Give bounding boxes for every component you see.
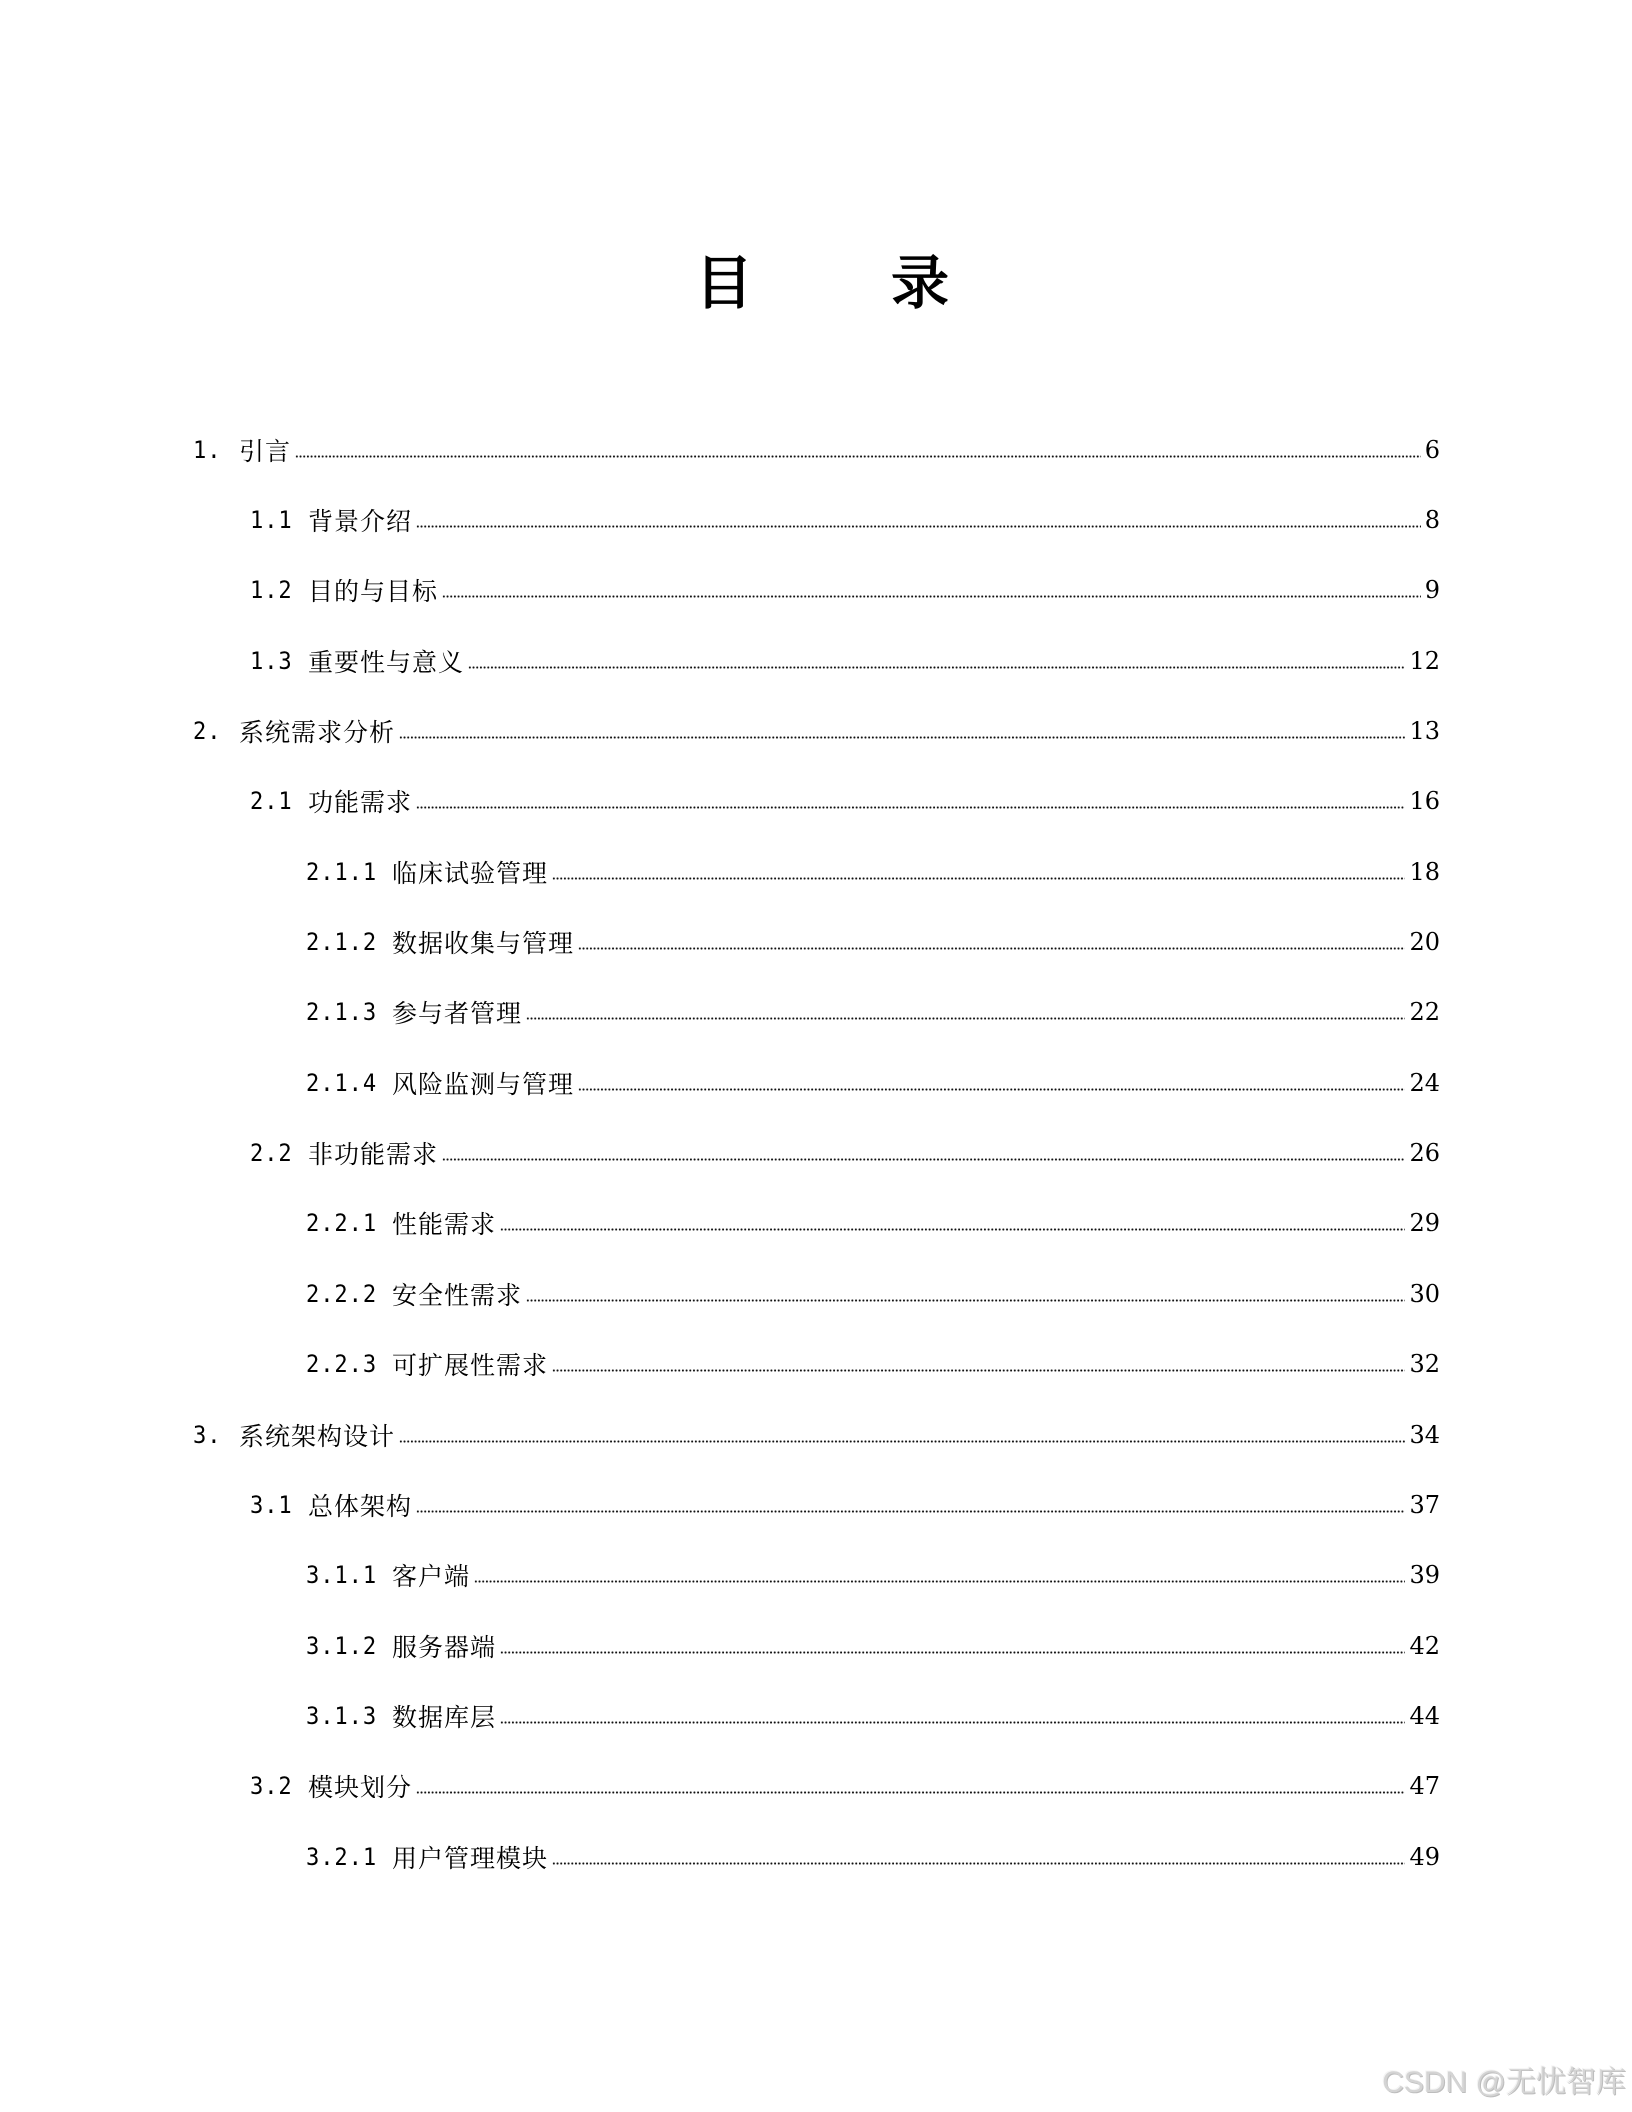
toc-entry-2-2-3[interactable] bbox=[0, 1344, 1440, 1384]
toc-entry-number: 3.1.3 bbox=[306, 1702, 378, 1730]
dot-leader bbox=[416, 1791, 1405, 1794]
toc-entry-number: 2.2.1 bbox=[306, 1209, 378, 1237]
toc-entry-2-2-1[interactable] bbox=[0, 1203, 1440, 1243]
dot-leader bbox=[500, 1651, 1405, 1654]
dot-leader bbox=[295, 455, 1421, 458]
toc-entry-label: 用户管理模块 bbox=[392, 1844, 549, 1873]
toc-entry-page: 37 bbox=[1409, 1491, 1440, 1519]
toc-entry-label: 风险监测与管理 bbox=[392, 1070, 575, 1099]
toc-entry-page: 32 bbox=[1409, 1350, 1440, 1378]
toc-entry-label: 数据库层 bbox=[392, 1703, 497, 1732]
dot-leader bbox=[442, 595, 1421, 598]
toc-entry-label: 参与者管理 bbox=[392, 999, 523, 1028]
toc-entry-number: 1. bbox=[193, 436, 222, 464]
toc-entry-page: 12 bbox=[1409, 647, 1440, 675]
toc-entry-2-1-2[interactable] bbox=[0, 922, 1440, 962]
csdn-watermark: CSDN @无忧智库 bbox=[1382, 2066, 1626, 2099]
toc-entry-label: 系统需求分析 bbox=[239, 718, 396, 747]
toc-entry-number: 3.1.2 bbox=[306, 1632, 378, 1660]
toc-entry-page: 34 bbox=[1409, 1421, 1440, 1449]
toc-entry-number: 2. bbox=[193, 717, 222, 745]
toc-heading-char-2: 录 bbox=[891, 249, 950, 317]
dot-leader bbox=[416, 525, 1421, 528]
toc-entry-number: 2.1.3 bbox=[306, 998, 378, 1026]
toc-entry-3[interactable] bbox=[0, 1415, 1440, 1455]
toc-entry-number: 2.1.1 bbox=[306, 858, 378, 886]
toc-entry-label: 可扩展性需求 bbox=[392, 1351, 549, 1380]
toc-entry-3-1-2[interactable] bbox=[0, 1626, 1440, 1666]
dot-leader bbox=[578, 1088, 1405, 1091]
toc-entry-1-2[interactable] bbox=[0, 570, 1440, 610]
toc-entry-number: 1.2 bbox=[250, 576, 293, 604]
dot-leader bbox=[474, 1580, 1405, 1583]
toc-entry-label: 性能需求 bbox=[392, 1210, 497, 1239]
toc-entry-2-1-4[interactable] bbox=[0, 1063, 1440, 1103]
toc-entry-number: 1.1 bbox=[250, 506, 293, 534]
dot-leader bbox=[416, 1510, 1405, 1513]
toc-entry-2-1-1[interactable] bbox=[0, 852, 1440, 892]
toc-entry-page: 49 bbox=[1409, 1843, 1440, 1871]
toc-entry-page: 47 bbox=[1409, 1772, 1440, 1800]
toc-entry-2[interactable] bbox=[0, 711, 1440, 751]
toc-entry-page: 30 bbox=[1409, 1280, 1440, 1308]
dot-leader bbox=[399, 1440, 1405, 1443]
dot-leader bbox=[500, 1721, 1405, 1724]
toc-entry-number: 2.1 bbox=[250, 787, 293, 815]
toc-entry-page: 44 bbox=[1409, 1702, 1440, 1730]
toc-entry-1-3[interactable] bbox=[0, 641, 1440, 681]
dot-leader bbox=[552, 1369, 1405, 1372]
toc-entry-2-1[interactable] bbox=[0, 781, 1440, 821]
toc-heading bbox=[0, 246, 1632, 320]
toc-entry-page: 26 bbox=[1409, 1139, 1440, 1167]
toc-entry-page: 16 bbox=[1409, 787, 1440, 815]
toc-entry-number: 3. bbox=[193, 1421, 222, 1449]
toc-entry-1[interactable] bbox=[0, 430, 1440, 470]
toc-entry-page: 13 bbox=[1409, 717, 1440, 745]
toc-entry-label: 引言 bbox=[239, 437, 292, 466]
dot-leader bbox=[416, 806, 1405, 809]
toc-entry-3-2[interactable] bbox=[0, 1766, 1440, 1806]
toc-entry-label: 临床试验管理 bbox=[392, 859, 549, 888]
dot-leader bbox=[399, 736, 1405, 739]
toc-entry-page: 24 bbox=[1409, 1069, 1440, 1097]
toc-entry-number: 2.1.4 bbox=[306, 1069, 378, 1097]
toc-entry-number: 3.1.1 bbox=[306, 1561, 378, 1589]
toc-entry-label: 目的与目标 bbox=[308, 577, 439, 606]
dot-leader bbox=[526, 1299, 1405, 1302]
toc-entry-page: 6 bbox=[1424, 436, 1440, 464]
toc-entry-number: 1.3 bbox=[250, 647, 293, 675]
toc-entry-page: 18 bbox=[1409, 858, 1440, 886]
toc-entry-3-1-3[interactable] bbox=[0, 1696, 1440, 1736]
toc-entry-2-2[interactable] bbox=[0, 1133, 1440, 1173]
toc-entry-page: 8 bbox=[1424, 506, 1440, 534]
toc-entry-number: 3.2.1 bbox=[306, 1843, 378, 1871]
toc-entry-label: 安全性需求 bbox=[392, 1281, 523, 1310]
toc-entry-label: 重要性与意义 bbox=[308, 648, 465, 677]
toc-entry-3-1-1[interactable] bbox=[0, 1555, 1440, 1595]
toc-entry-label: 客户端 bbox=[392, 1562, 471, 1591]
toc-entry-page: 39 bbox=[1409, 1561, 1440, 1589]
toc-entry-number: 2.2.2 bbox=[306, 1280, 378, 1308]
toc-entry-page: 29 bbox=[1409, 1209, 1440, 1237]
toc-entry-3-1[interactable] bbox=[0, 1485, 1440, 1525]
toc-entry-page: 42 bbox=[1409, 1632, 1440, 1660]
dot-leader bbox=[552, 877, 1405, 880]
toc-entry-number: 3.2 bbox=[250, 1772, 293, 1800]
toc-entry-2-1-3[interactable] bbox=[0, 992, 1440, 1032]
toc-entry-label: 服务器端 bbox=[392, 1633, 497, 1662]
dot-leader bbox=[500, 1228, 1405, 1231]
toc-entry-3-2-1[interactable] bbox=[0, 1837, 1440, 1877]
toc-entry-1-1[interactable] bbox=[0, 500, 1440, 540]
dot-leader bbox=[578, 947, 1405, 950]
dot-leader bbox=[442, 1158, 1405, 1161]
toc-entry-number: 2.1.2 bbox=[306, 928, 378, 956]
toc-entry-label: 模块划分 bbox=[308, 1773, 413, 1802]
toc-entry-label: 功能需求 bbox=[308, 788, 413, 817]
dot-leader bbox=[468, 666, 1405, 669]
toc-entry-2-2-2[interactable] bbox=[0, 1274, 1440, 1314]
toc-entry-number: 2.2.3 bbox=[306, 1350, 378, 1378]
toc-entry-label: 非功能需求 bbox=[308, 1140, 439, 1169]
toc-entry-label: 数据收集与管理 bbox=[392, 929, 575, 958]
toc-heading-char-1: 目 bbox=[694, 249, 753, 317]
toc-entry-number: 2.2 bbox=[250, 1139, 293, 1167]
toc-entry-label: 系统架构设计 bbox=[239, 1422, 396, 1451]
toc-entry-page: 9 bbox=[1424, 576, 1440, 604]
toc-entry-label: 背景介绍 bbox=[308, 507, 413, 536]
dot-leader bbox=[526, 1017, 1405, 1020]
toc-entry-page: 22 bbox=[1409, 998, 1440, 1026]
dot-leader bbox=[552, 1862, 1405, 1865]
toc-entry-page: 20 bbox=[1409, 928, 1440, 956]
toc-entry-label: 总体架构 bbox=[308, 1492, 413, 1521]
toc-entry-number: 3.1 bbox=[250, 1491, 293, 1519]
